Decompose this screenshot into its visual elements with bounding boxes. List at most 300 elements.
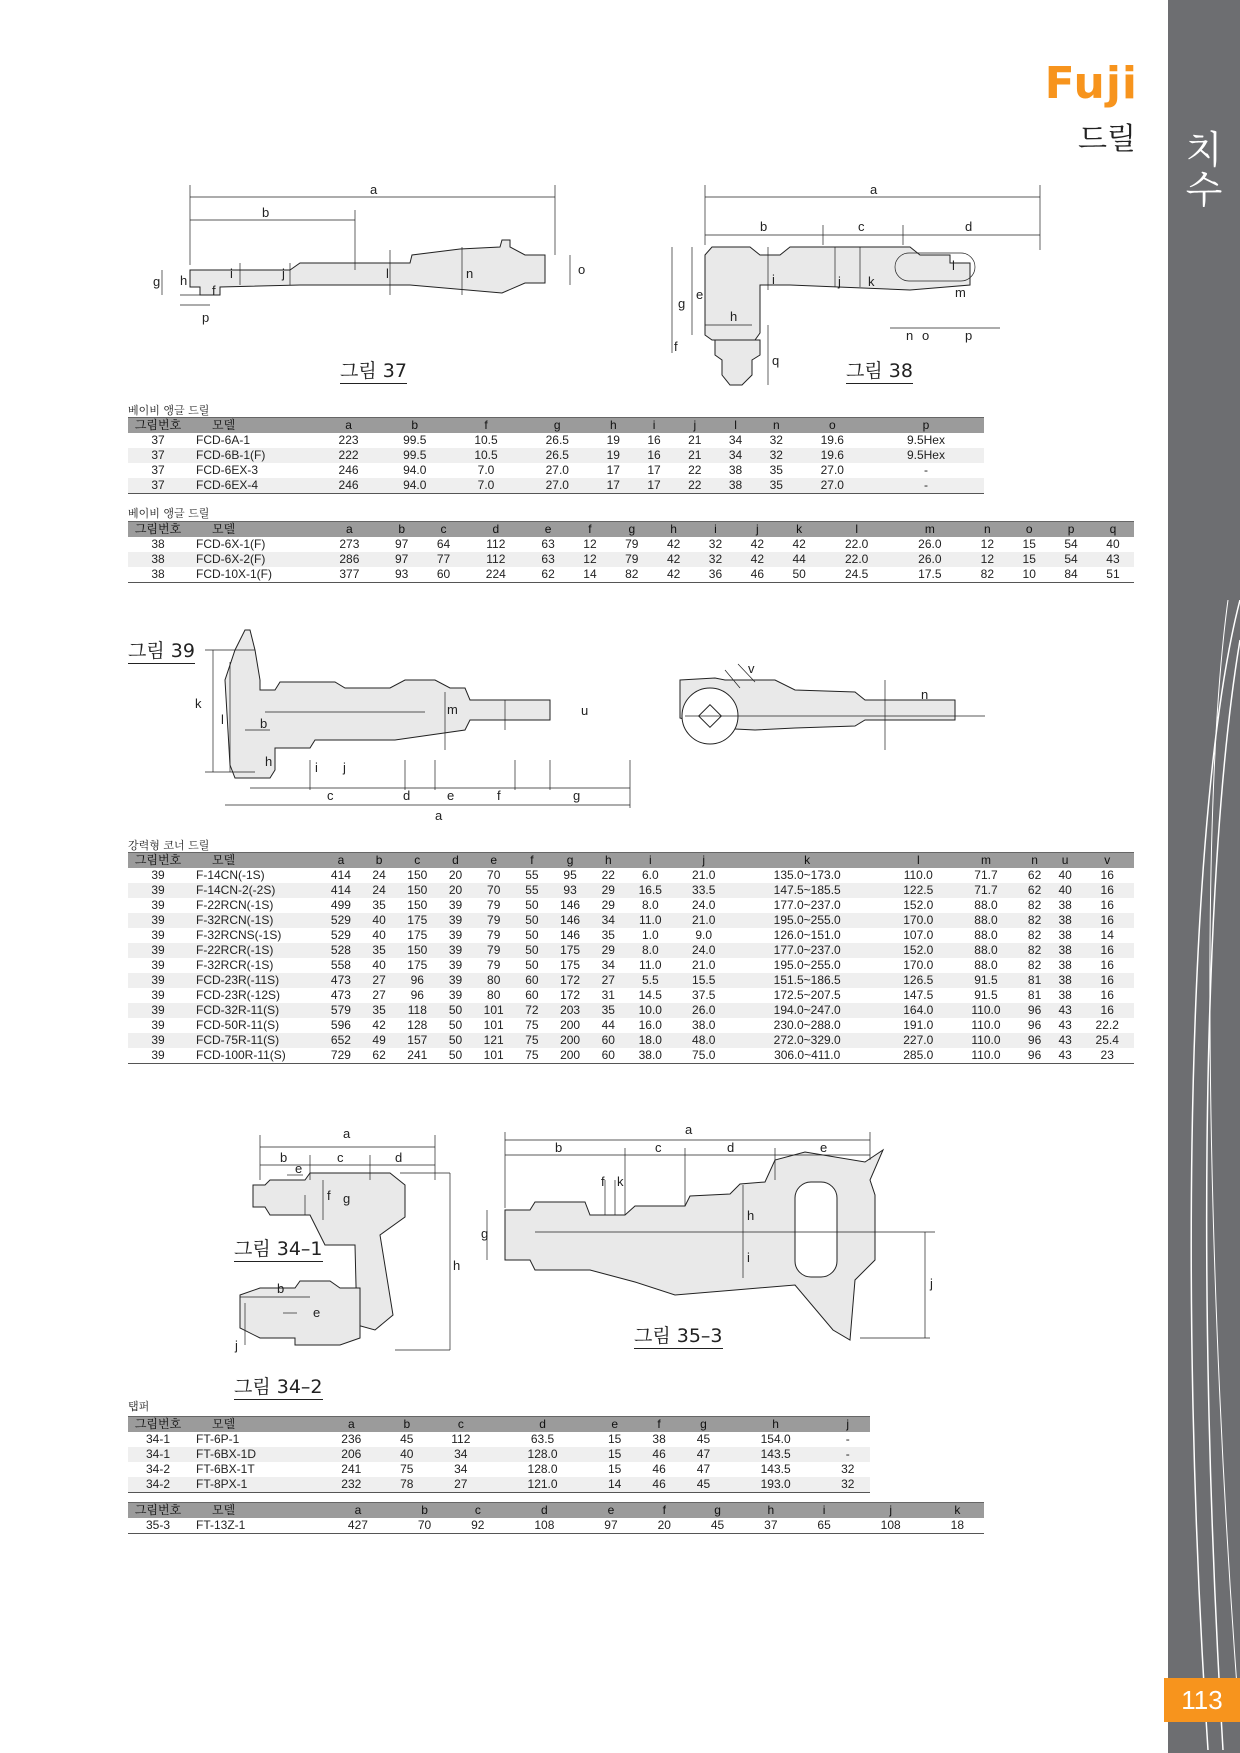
table-row: [128, 928, 1134, 943]
cell-model: FT-6BX-1T: [196, 1462, 255, 1476]
table-cell: 79: [471, 913, 517, 928]
column-header: c: [451, 1503, 504, 1519]
table-cell: 22: [601, 868, 615, 882]
table-row: [128, 567, 1134, 583]
table-cell: 32: [708, 537, 723, 551]
table-cell: 84: [1050, 567, 1092, 583]
table-row: [128, 537, 1134, 552]
table-cell: 22: [674, 478, 715, 494]
table-cell: 88.0: [974, 928, 998, 942]
table-cell: 26.0: [677, 1003, 730, 1018]
table-cell: 126.0~151.0: [773, 928, 841, 942]
dim-label: d: [395, 1150, 403, 1165]
table-cell: 286: [318, 552, 381, 567]
table-row: [128, 1018, 1134, 1033]
figure-34-1-label: 그림 34–1: [234, 1238, 323, 1260]
table-cell: 29: [593, 943, 624, 958]
column-header-figure: 그림번호: [128, 853, 188, 869]
cell-model: FT-8PX-1: [188, 1477, 318, 1493]
table-cell: 110.0: [953, 1048, 1020, 1064]
table-cell: 227.0: [884, 1033, 953, 1048]
table-cell: 75: [525, 1018, 539, 1032]
table-cell: 91.5: [974, 988, 998, 1002]
table-cell: 79: [471, 943, 517, 958]
section-title: 강력형 코너 드릴: [128, 839, 210, 852]
table-cell: 12: [583, 537, 597, 551]
table-row: [128, 883, 1134, 898]
table-cell: 146: [560, 928, 581, 942]
dim-label: i: [230, 266, 233, 281]
table-cell: -: [923, 463, 928, 477]
table-row: [128, 1048, 1134, 1064]
table-cell: 38.0: [624, 1048, 677, 1064]
column-header: g: [611, 522, 653, 538]
table-cell: 121.0: [493, 1477, 593, 1493]
table-cell: 10.5: [450, 448, 521, 463]
cell-figure: 39: [128, 913, 188, 928]
figure-37-drawing: [150, 182, 600, 335]
table-cell: 10.5: [474, 433, 498, 447]
table-cell: 75: [517, 1033, 548, 1048]
table-cell: 34: [593, 913, 624, 928]
table-cell: 81: [1027, 988, 1042, 1002]
table-row: [128, 1432, 870, 1447]
table-cell: 175: [407, 928, 428, 942]
dim-label: d: [727, 1140, 735, 1155]
table-cell: 147.5: [903, 988, 934, 1002]
cell-model: F-32RCN(-1S): [188, 913, 318, 928]
dim-label: n: [906, 328, 914, 343]
table-cell: 96: [410, 988, 424, 1002]
table-cell: 152.0: [884, 943, 953, 958]
cell-model: F-22RCR(-1S): [188, 943, 318, 958]
column-header: g: [547, 853, 593, 869]
table-cell: 18: [931, 1518, 984, 1534]
table-cell: 93: [547, 883, 593, 898]
table-cell: 128: [407, 1018, 428, 1032]
table-cell: 40: [1050, 883, 1081, 898]
table-cell: 91.5: [953, 973, 1020, 988]
table-cell: 79: [611, 552, 653, 567]
column-header: j: [736, 522, 778, 538]
table-cell: 285.0: [884, 1048, 953, 1064]
table-row: [128, 463, 984, 478]
column-header-model: 모델: [188, 418, 318, 434]
cell-figure: 39: [128, 883, 188, 898]
table-cell: 128.0: [527, 1462, 558, 1476]
column-header: f: [638, 1503, 691, 1519]
dim-label: c: [655, 1140, 662, 1155]
table-cell: 38: [1058, 958, 1072, 972]
dim-label: b: [260, 716, 268, 731]
cell-figure: 39: [151, 898, 165, 912]
column-header: h: [744, 1503, 797, 1519]
cell-figure: 37: [128, 448, 188, 463]
table-cell: 177.0~237.0: [773, 898, 841, 912]
cell-figure: 34-1: [145, 1432, 171, 1446]
column-header: b: [385, 1417, 429, 1433]
table-cell: 17: [606, 463, 620, 477]
table-cell: 11.0: [624, 913, 677, 928]
dim-label: b: [277, 1281, 285, 1296]
table-cell: 27: [364, 973, 395, 988]
dim-label: i: [772, 272, 775, 287]
table-cell: 40: [385, 1447, 429, 1462]
table-row: [128, 448, 984, 463]
table-cell: 16: [1100, 988, 1114, 1002]
spec-table-baby-angle-2: [128, 521, 1134, 583]
cell-model: F-32RCNS(-1S): [196, 928, 282, 942]
cell-figure: 38: [128, 552, 188, 567]
table-row: [128, 943, 1134, 958]
table-cell: 49: [364, 1033, 395, 1048]
table-cell: 596: [330, 1018, 351, 1032]
dim-label: a: [685, 1122, 693, 1137]
section-title: 베이비 앵글 드릴: [128, 507, 210, 520]
table-cell: 110.0: [953, 1003, 1020, 1018]
cell-figure: 34-2: [145, 1462, 171, 1476]
dim-label: j: [235, 1338, 238, 1353]
column-header: n: [1019, 853, 1050, 869]
table-cell: 241: [341, 1462, 362, 1476]
table-cell: 19: [606, 433, 620, 447]
column-header: o: [797, 418, 868, 434]
table-cell: 29: [593, 883, 624, 898]
table-cell: 22.0: [820, 552, 893, 567]
table-cell: 193.0: [726, 1477, 826, 1493]
cell-figure: 38: [128, 567, 188, 583]
table-cell: 31: [601, 988, 615, 1002]
column-header: b: [364, 853, 395, 869]
table-cell: 172: [560, 988, 581, 1002]
table-cell: 36: [695, 567, 737, 583]
table-cell: 34: [715, 448, 756, 463]
dim-label: f: [601, 1174, 605, 1189]
table-cell: 135.0~173.0: [773, 868, 841, 882]
table-cell: 35: [593, 1003, 624, 1018]
table-cell: 50: [517, 913, 548, 928]
table-cell: 82: [1027, 928, 1042, 942]
table-cell: 191.0: [903, 1018, 934, 1032]
table-cell: 246: [338, 463, 359, 477]
table-cell: 22.2: [1095, 1018, 1119, 1032]
column-header: a: [318, 1417, 385, 1433]
table-cell: 60: [423, 567, 465, 583]
table-cell: 38: [1058, 928, 1072, 942]
table-cell: 17: [593, 478, 634, 494]
table-cell: 75: [400, 1462, 414, 1476]
table-cell: 195.0~255.0: [730, 913, 883, 928]
dim-label: d: [965, 219, 973, 234]
table-cell: 15: [1022, 537, 1036, 551]
table-cell: 118: [394, 1003, 440, 1018]
table-cell: 63: [541, 537, 555, 551]
dim-label: k: [868, 274, 875, 289]
table-cell: 51: [1092, 567, 1134, 583]
column-header: e: [527, 522, 569, 538]
table-cell: 152.0: [903, 898, 934, 912]
table-cell: 27: [429, 1477, 493, 1493]
table-cell: 40: [372, 928, 386, 942]
table-cell: 47: [696, 1462, 711, 1476]
dim-label: f: [327, 1188, 331, 1203]
column-header: j: [677, 853, 730, 869]
cell-model: FT-6P-1: [196, 1432, 240, 1446]
column-header: f: [637, 1417, 681, 1433]
column-header: h: [593, 853, 624, 869]
table-row: [128, 1003, 1134, 1018]
dim-label: p: [965, 328, 973, 343]
dim-label: f: [497, 788, 501, 803]
table-cell: 377: [318, 567, 381, 583]
table-cell: 50: [525, 958, 539, 972]
brand-subtitle: 드릴: [1078, 122, 1136, 157]
dim-label: a: [370, 182, 378, 197]
table-cell: 195.0~255.0: [773, 958, 841, 972]
table-cell: 46: [637, 1447, 681, 1462]
table-cell: 16: [1080, 913, 1134, 928]
table-cell: 529: [318, 913, 364, 928]
cell-figure: 37: [151, 463, 165, 477]
column-header: m: [893, 522, 966, 538]
column-header: n: [756, 418, 797, 434]
dim-label: f: [674, 339, 678, 354]
table-cell: 16: [1080, 943, 1134, 958]
table-cell: 729: [318, 1048, 364, 1064]
table-cell: 71.7: [974, 868, 998, 882]
table-cell: 110.0: [953, 1033, 1020, 1048]
cell-figure: 39: [128, 943, 188, 958]
table-cell: 172: [547, 973, 593, 988]
cell-model: FCD-23R(-11S): [188, 973, 318, 988]
cell-figure: 39: [151, 958, 165, 972]
table-cell: 26.5: [522, 448, 593, 463]
table-cell: 96: [1019, 1033, 1050, 1048]
column-header: b: [381, 522, 423, 538]
table-cell: 16: [1100, 868, 1114, 882]
table-row: [128, 433, 984, 448]
table-header-row: [128, 522, 1134, 538]
column-header: h: [653, 522, 695, 538]
table-cell: 107.0: [903, 928, 934, 942]
dim-label: h: [180, 273, 188, 288]
table-cell: 62: [364, 1048, 395, 1064]
cell-model: FT-6BX-1D: [188, 1447, 318, 1462]
table-cell: 50: [440, 1033, 471, 1048]
table-cell: 43: [1050, 1003, 1081, 1018]
side-title: [1168, 130, 1240, 210]
table-cell: 71.7: [953, 883, 1020, 898]
table-cell: 54: [1064, 537, 1078, 551]
section-title: 베이비 앵글 드릴: [128, 404, 210, 417]
table-cell: 60: [517, 973, 548, 988]
column-header: e: [471, 853, 517, 869]
cell-model: FCD-32R-11(S): [188, 1003, 318, 1018]
dim-label: v: [748, 661, 755, 676]
table-cell: 16.5: [624, 883, 677, 898]
table-cell: 42: [666, 537, 681, 551]
dim-label: h: [730, 309, 738, 324]
table-cell: 200: [547, 1033, 593, 1048]
table-cell: 223: [338, 433, 359, 447]
table-cell: 88.0: [953, 943, 1020, 958]
table-cell: 24.5: [820, 567, 893, 583]
cell-model: F-22RCN(-1S): [196, 898, 274, 912]
column-header: g: [691, 1503, 744, 1519]
table-row: [128, 973, 1134, 988]
table-cell: -: [868, 478, 984, 494]
cell-figure: 38: [151, 537, 165, 551]
column-header: a: [318, 522, 381, 538]
table-cell: 35: [364, 943, 395, 958]
table-cell: 77: [423, 552, 465, 567]
table-cell: 273: [339, 537, 360, 551]
side-title-char: 치: [1185, 128, 1223, 172]
table-cell: 39: [448, 898, 463, 912]
table-cell: 37.5: [692, 988, 716, 1002]
cell-figure: 34-2: [128, 1477, 188, 1493]
table-cell: 108: [851, 1518, 931, 1534]
table-cell: 22: [688, 463, 702, 477]
dim-label: e: [295, 1161, 303, 1176]
table-cell: 62: [527, 567, 569, 583]
table-cell: 18.0: [624, 1033, 677, 1048]
column-header-model: 모델: [188, 1503, 318, 1519]
table-cell: 99.5: [403, 433, 427, 447]
table-cell: 70: [398, 1518, 451, 1534]
column-header: a: [318, 853, 364, 869]
table-cell: 27.0: [545, 463, 569, 477]
table-cell: 82: [966, 567, 1008, 583]
table-cell: 473: [330, 988, 351, 1002]
column-header: i: [695, 522, 737, 538]
dim-label: q: [772, 353, 780, 368]
table-cell: 652: [318, 1033, 364, 1048]
table-cell: 96: [1027, 1018, 1042, 1032]
table-cell: 414: [318, 883, 364, 898]
table-cell: 9.5Hex: [906, 433, 945, 447]
table-cell: 63.5: [530, 1432, 555, 1446]
table-cell: 12: [980, 537, 995, 551]
column-header: i: [634, 418, 675, 434]
table-cell: 45: [400, 1432, 414, 1446]
dim-label: g: [153, 274, 161, 289]
table-cell: 81: [1019, 973, 1050, 988]
table-cell: 97: [584, 1518, 637, 1534]
table-cell: 246: [318, 478, 379, 494]
table-row: [128, 1447, 870, 1462]
table-cell: 122.5: [884, 883, 953, 898]
table-cell: 33.5: [677, 883, 730, 898]
dim-label: k: [617, 1174, 624, 1189]
cell-figure: 34-1: [128, 1447, 188, 1462]
table-cell: 32: [769, 433, 783, 447]
table-cell: 1.0: [641, 928, 659, 942]
column-header: b: [398, 1503, 451, 1519]
dim-label: b: [555, 1140, 563, 1155]
table-cell: 16: [1080, 973, 1134, 988]
table-header-row: [128, 418, 984, 434]
table-cell: 21.0: [677, 913, 730, 928]
table-cell: 14: [569, 567, 611, 583]
cell-figure: 39: [151, 988, 165, 1002]
table-row: [128, 958, 1134, 973]
dim-label: u: [581, 703, 589, 718]
table-cell: 15: [607, 1432, 622, 1446]
table-cell: 150: [394, 943, 440, 958]
table-cell: 9.5Hex: [868, 448, 984, 463]
table-cell: 37: [744, 1518, 797, 1534]
table-header-row: [128, 1417, 870, 1433]
column-header: f: [450, 418, 521, 434]
table-cell: 14: [1100, 928, 1114, 942]
table-cell: 150: [407, 868, 428, 882]
table-cell: 6.0: [641, 868, 659, 882]
table-cell: 27.0: [522, 478, 593, 494]
table-cell: 34: [429, 1447, 493, 1462]
table-cell: 232: [318, 1477, 385, 1493]
table-cell: 110.0: [971, 1018, 1001, 1032]
table-cell: 54: [1050, 552, 1092, 567]
column-header: i: [797, 1503, 850, 1519]
table-cell: 164.0: [884, 1003, 953, 1018]
table-cell: 42: [372, 1018, 386, 1032]
dim-label: e: [696, 287, 704, 302]
table-cell: 26.5: [545, 433, 569, 447]
dim-label: p: [202, 310, 210, 325]
table-cell: 20: [440, 883, 471, 898]
column-header: k: [778, 522, 820, 538]
table-cell: 92: [451, 1518, 504, 1534]
table-cell: 19: [593, 448, 634, 463]
cell-model: FCD-6X-1(F): [196, 537, 266, 551]
column-header: j: [674, 418, 715, 434]
table-cell: 21: [688, 433, 702, 447]
table-cell: 14.5: [638, 988, 662, 1002]
column-header: v: [1080, 853, 1134, 869]
table-cell: 170.0: [903, 958, 934, 972]
column-header: h: [726, 1417, 826, 1433]
table-cell: 48.0: [677, 1033, 730, 1048]
table-cell: -: [845, 1432, 850, 1446]
table-header-row: [128, 853, 1134, 869]
table-cell: 112: [486, 537, 506, 551]
table-row: [128, 1462, 870, 1477]
table-row: [128, 898, 1134, 913]
cell-figure: 39: [128, 973, 188, 988]
table-cell: 45: [696, 1432, 711, 1446]
table-cell: 44: [778, 552, 820, 567]
table-cell: 55: [517, 883, 548, 898]
table-cell: 27.0: [820, 463, 844, 477]
table-cell: 12: [569, 552, 611, 567]
table-cell: 151.5~186.5: [730, 973, 883, 988]
table-cell: 50: [440, 1048, 471, 1064]
spec-table-tapper-35-3: [128, 1502, 984, 1534]
dim-label: d: [403, 788, 411, 803]
table-cell: 70: [487, 868, 501, 882]
table-cell: 82: [611, 567, 653, 583]
column-header: n: [966, 522, 1008, 538]
figure-35-3-drawing: [475, 1120, 955, 1355]
table-cell: 40: [364, 913, 395, 928]
table-row: [128, 1477, 870, 1493]
table-cell: 8.0: [624, 943, 677, 958]
table-cell: 43: [1092, 552, 1134, 567]
table-row: [128, 552, 1134, 567]
cell-model: FCD-6X-2(F): [188, 552, 318, 567]
cell-figure: 39: [128, 1048, 188, 1064]
